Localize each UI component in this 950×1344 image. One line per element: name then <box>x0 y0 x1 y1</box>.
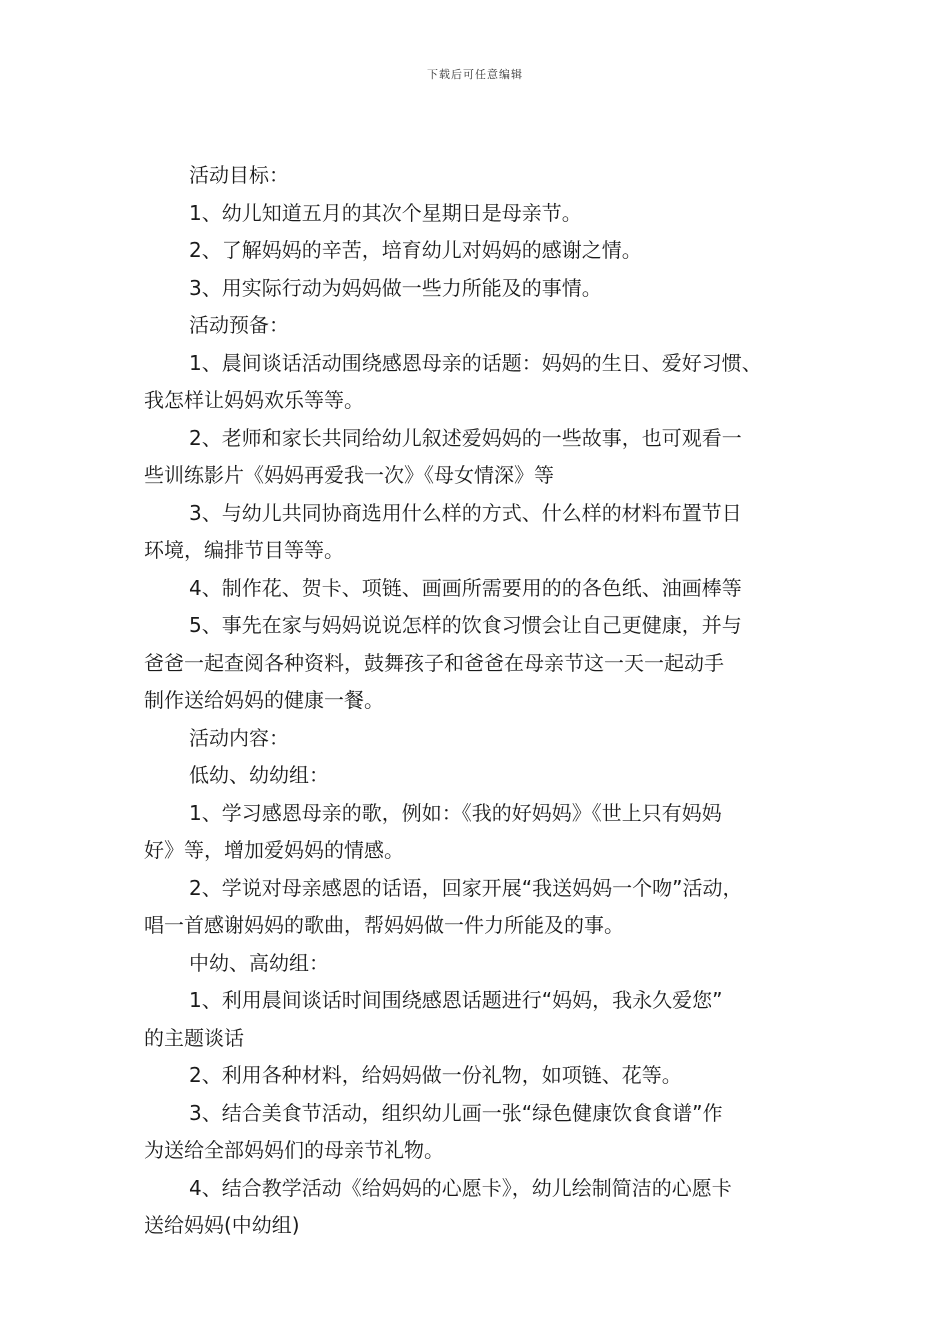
group-heading-mid: 中幼、高幼组： <box>189 950 329 975</box>
goal-item-1: 1、幼儿知道五月的其次个星期日是母亲节。 <box>189 200 582 225</box>
mid-item-4 <box>144 1170 824 1245</box>
prep-item-3-line-1: 3、与幼儿共同协商选用什么样的方式、什么样的材料布置节日 <box>189 500 742 525</box>
prep-item-3 <box>144 495 824 570</box>
prep-item-1 <box>144 345 824 420</box>
prep-item-2-line-1: 2、老师和家长共同给幼儿叙述爱妈妈的一些故事，也可观看一 <box>189 425 742 450</box>
mid-item-3 <box>144 1095 824 1170</box>
prep-item-5-line-1: 5、事先在家与妈妈说说怎样的饮食习惯会让自己更健康，并与 <box>189 613 742 637</box>
mid-item-2: 2、利用各种材料，给妈妈做一份礼物，如项链、花等。 <box>189 1063 682 1087</box>
goal-item-3: 3、用实际行动为妈妈做一些力所能及的事情。 <box>189 275 602 300</box>
goal-item-2: 2、了解妈妈的辛苦，培育幼儿对妈妈的感谢之情。 <box>189 238 642 262</box>
heading-activity-preparation: 活动预备： <box>189 313 289 337</box>
heading-activity-content: 活动内容： <box>189 725 289 750</box>
document-body <box>144 157 824 1245</box>
mid-item-1 <box>144 982 824 1057</box>
prep-item-1-line-1: 1、晨间谈话活动围绕感恩母亲的话题：妈妈的生日、爱好习惯、 <box>189 350 762 375</box>
prep-item-2 <box>144 420 824 495</box>
mid-item-4-line-1: 4、结合教学活动《给妈妈的心愿卡》，幼儿绘制简洁的心愿卡 <box>189 1175 732 1200</box>
prep-item-3-line-2: 环境，编排节目等等。 <box>144 538 344 562</box>
mid-item-4-line-2: 送给妈妈(中幼组) <box>144 1213 300 1237</box>
mid-item-1-line-2: 的主题谈话 <box>144 1025 244 1050</box>
low-item-1-line-2: 好》等，增加爱妈妈的情感。 <box>144 838 404 862</box>
mid-item-3-line-1: 3、结合美食节活动，组织幼儿画一张“绿色健康饮食食谱”作 <box>189 1100 723 1125</box>
group-heading-low: 低幼、幼幼组： <box>189 763 329 787</box>
prep-item-5 <box>144 607 824 720</box>
heading-activity-goal: 活动目标： <box>189 163 289 187</box>
prep-item-5-line-3: 制作送给妈妈的健康一餐。 <box>144 688 384 712</box>
mid-item-3-line-2: 为送给全部妈妈们的母亲节礼物。 <box>144 1138 444 1162</box>
low-item-2 <box>144 870 824 945</box>
prep-item-5-line-2: 爸爸一起查阅各种资料，鼓舞孩子和爸爸在母亲节这一天一起动手 <box>144 650 724 675</box>
prep-item-1-line-2: 我怎样让妈妈欢乐等等。 <box>144 388 364 412</box>
prep-item-2-line-2: 些训练影片《妈妈再爱我一次》《母女情深》等 <box>144 463 554 487</box>
low-item-2-line-1: 2、学说对母亲感恩的话语，回家开展“我送妈妈一个吻”活动， <box>189 875 743 900</box>
page-header: 下载后可任意编辑 <box>427 68 523 81</box>
low-item-1-line-1: 1、学习感恩母亲的歌，例如：《我的好妈妈》《世上只有妈妈 <box>189 800 722 825</box>
low-item-2-line-2: 唱一首感谢妈妈的歌曲，帮妈妈做一件力所能及的事。 <box>144 913 624 937</box>
low-item-1 <box>144 795 824 870</box>
mid-item-1-line-1: 1、利用晨间谈话时间围绕感恩话题进行“妈妈，我永久爱您” <box>189 988 723 1012</box>
prep-item-4: 4、制作花、贺卡、项链、画画所需要用的的各色纸、油画棒等 <box>189 575 742 600</box>
